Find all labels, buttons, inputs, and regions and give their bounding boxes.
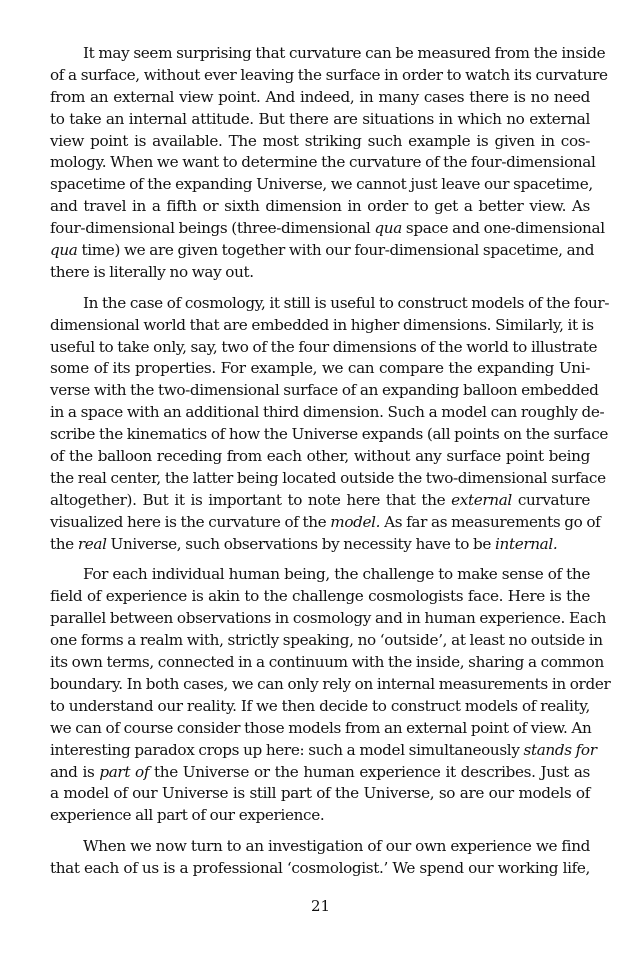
- text-line: parallel between observations in cosmology and in human experience. Each: [50, 609, 607, 628]
- text-line: interesting paradox crops up here: such a model simultaneously stands for: [50, 740, 597, 759]
- text-line: of a surface, without ever leaving the surface in order to watch its curvature: [50, 65, 608, 84]
- text-line: the real center, the latter being located outside the two-dimensional surface: [50, 468, 606, 487]
- paragraph: [50, 836, 590, 880]
- text-line: mology. When we want to determine the curvature of the four-dimensional: [50, 153, 596, 172]
- paragraph: [50, 564, 611, 827]
- text-line: scribe the kinematics of how the Universe expands (all points on the surface: [50, 425, 609, 444]
- paragraph: [50, 293, 610, 556]
- text-line: When we now turn to an investigation of our own experience we find: [83, 837, 590, 856]
- text-line: spacetime of the expanding Universe, we cannot just leave our spacetime,: [50, 175, 593, 194]
- text-line: its own terms, connected in a continuum with the inside, sharing a common: [50, 653, 604, 672]
- text-line: boundary. In both cases, we can only rely on internal measurements in order: [50, 674, 611, 693]
- text-line: some of its properties. For example, we can compare the expanding Uni-: [50, 359, 590, 378]
- text-line: In the case of cosmology, it still is useful to construct models of the four-: [83, 293, 610, 312]
- text-line: dimensional world that are embedded in higher dimensions. Similarly, it is: [50, 315, 594, 334]
- text-line: qua time) we are given together with our four-dimensional spacetime, and: [50, 241, 595, 260]
- text-line: we can of course consider those models from an external point of view. An: [50, 718, 592, 737]
- emphasis: external: [451, 490, 512, 509]
- text-line: For each individual human being, the challenge to make sense of the: [83, 565, 590, 584]
- emphasis: qua: [50, 241, 78, 260]
- page-number: 21: [310, 897, 331, 915]
- text-line: field of experience is akin to the challenge cosmologists face. Here is the: [50, 587, 590, 606]
- text-line: a model of our Universe is still part of the Universe, so are our models of: [50, 784, 590, 803]
- emphasis: qua: [374, 219, 402, 238]
- emphasis: part of: [99, 762, 150, 781]
- text-line: altogether). But it is important to note here that the external curvature: [50, 490, 590, 509]
- text-line: visualized here is the curvature of the model. As far as measurements go of: [50, 512, 601, 531]
- emphasis: internal.: [495, 534, 558, 553]
- text-line: experience all part of our experience.: [50, 806, 325, 825]
- text-line: one forms a realm with, strictly speaking, no ‘outside’, at least no outside in: [50, 631, 603, 650]
- emphasis: model.: [330, 512, 381, 531]
- text-line: four-dimensional beings (three-dimensional qua space and one-dimensional: [50, 219, 605, 238]
- text-line: to take an internal attitude. But there are situations in which no external: [50, 109, 590, 128]
- text-line: and is part of the Universe or the human experience it describes. Just as: [50, 762, 590, 781]
- text-line: in a space with an additional third dimension. Such a model can roughly de-: [50, 403, 605, 422]
- text-line: and travel in a fifth or sixth dimension in order to get a better view. As: [50, 197, 590, 216]
- text-line: of the balloon receding from each other, without any surface point being: [50, 447, 590, 466]
- document-page: [50, 43, 611, 889]
- text-line: It may seem surprising that curvature can be measured from the inside: [83, 44, 606, 62]
- text-line: that each of us is a professional ‘cosmologist.’ We spend our working life,: [50, 859, 590, 878]
- text-line: to understand our reality. If we then decide to construct models of reality,: [50, 696, 590, 715]
- emphasis: stands for: [523, 740, 597, 759]
- text-line: useful to take only, say, two of the four dimensions of the world to illustrate: [50, 337, 598, 356]
- emphasis: real: [77, 534, 107, 553]
- text-line: verse with the two-dimensional surface of an expanding balloon embedded: [50, 381, 599, 400]
- paragraph: [50, 43, 608, 284]
- text-line: there is literally no way out.: [50, 262, 254, 281]
- text-line: view point is available. The most striking such example is given in cos-: [50, 131, 590, 150]
- text-line: from an external view point. And indeed, in many cases there is no need: [50, 87, 590, 106]
- text-line: the real Universe, such observations by necessity have to be internal.: [50, 534, 558, 553]
